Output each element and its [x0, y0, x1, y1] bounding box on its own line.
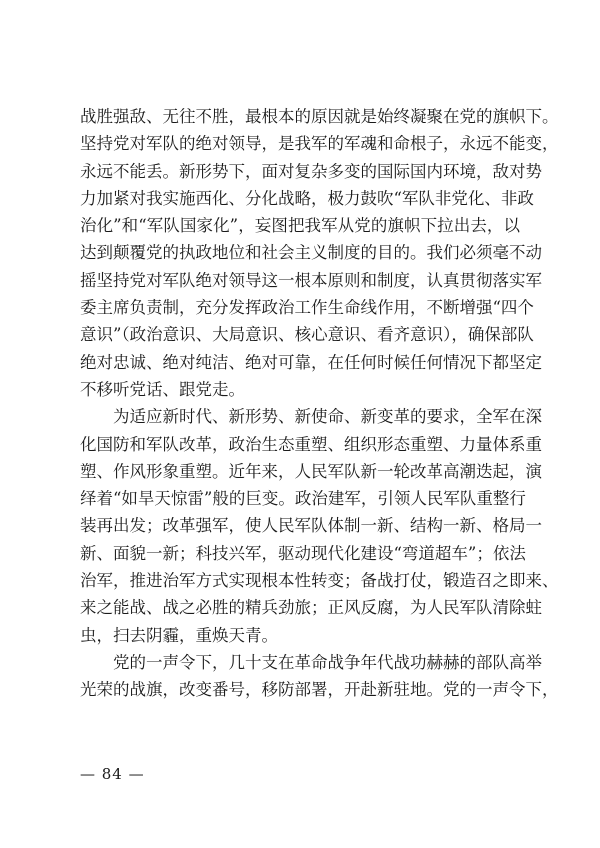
text-line: 意识”（政治意识、大局意识、核心意识、看齐意识），确保部队 — [80, 325, 534, 345]
text-line: 绎着“如旱天惊雷”般的巨变。政治建军，引领人民军队重整行 — [80, 489, 526, 509]
paragraph-first-line: 为适应新时代、新形势、新使命、新变革的要求，全军在深 — [113, 407, 542, 427]
text-line: 来之能战、战之必胜的精兵劲旅；正风反腐，为人民军队清除蛀 — [80, 598, 542, 618]
text-line: 绝对忠诚、绝对纯洁、绝对可靠，在任何时候任何情况下都坚定 — [80, 352, 542, 372]
text-line: 治化”和“军队国家化”，妄图把我军从党的旗帜下拉出去，以 — [80, 216, 520, 236]
text-line: 不移听党话、跟党走。 — [80, 379, 245, 399]
text-line: 光荣的战旗，改变番号，移防部署，开赴新驻地。党的一声令下， — [80, 680, 559, 700]
text-line: 新、面貌一新；科技兴军，驱动现代化建设“弯道超车”；依法 — [80, 543, 526, 563]
text-line: 力加紧对我实施西化、分化战略，极力鼓吹“军队非党化、非政 — [80, 188, 534, 208]
text-line: 委主席负责制，充分发挥政治工作生命线作用，不断增强“四个 — [80, 298, 534, 318]
text-line: 化国防和军队改革，政治生态重塑、组织形态重塑、力量体系重 — [80, 434, 542, 454]
text-line: 战胜强敌、无往不胜，最根本的原因就是始终凝聚在党的旗帜下。 — [80, 107, 559, 126]
text-line: 虫，扫去阴霾，重焕天青。 — [80, 625, 278, 645]
text-line: 永远不能丢。新形势下，面对复杂多变的国际国内环境，敌对势 — [80, 161, 542, 181]
text-line: 装再出发；改革强军，使人民军队体制一新、结构一新、格局一 — [80, 516, 542, 536]
body-text — [80, 103, 559, 704]
text-line: 达到颠覆党的执政地位和社会主义制度的目的。我们必须毫不动 — [80, 243, 542, 263]
paragraph-first-line: 党的一声令下，几十支在革命战争年代战功赫赫的部队高举 — [113, 652, 542, 672]
page-number: — 84 — — [80, 765, 145, 783]
text-line: 摇坚持党对军队绝对领导这一根本原则和制度，认真贯彻落实军 — [80, 270, 542, 290]
text-line: 坚持党对军队的绝对领导，是我军的军魂和命根子，永远不能变， — [80, 134, 559, 154]
text-line: 塑、作风形象重塑。近年来，人民军队新一轮改革高潮迭起，演 — [80, 461, 542, 481]
text-line: 治军，推进治军方式实现根本性转变；备战打仗，锻造召之即来、 — [80, 571, 559, 591]
